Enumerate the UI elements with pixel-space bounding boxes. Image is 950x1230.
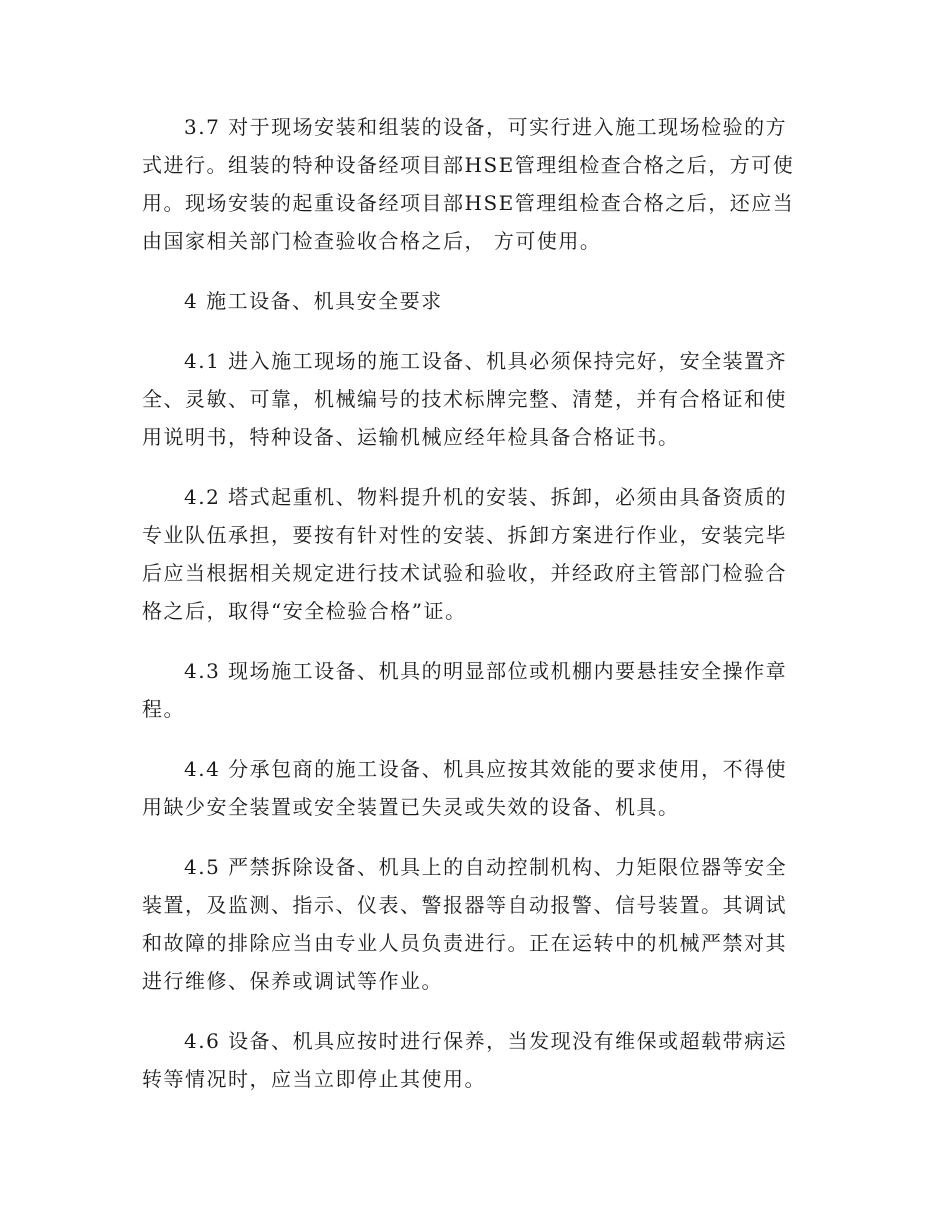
paragraph-line: 进行维修、保养或调试等作业。: [142, 969, 443, 993]
paragraph-line: 用。现场安装的起重设备经项目部HSE管理组检查合格之后，还应当: [142, 191, 795, 215]
paragraph-4-2: [142, 478, 802, 630]
paragraph-line: 程。: [142, 697, 185, 721]
paragraph-line: 4.2 塔式起重机、物料提升机的安装、拆卸，必须由具备资质的: [184, 485, 788, 509]
paragraph-line: 4.1 进入施工现场的施工设备、机具必须保持完好，安全装置齐: [184, 349, 788, 373]
paragraph-4-1: [142, 342, 802, 456]
paragraph-line: 用说明书，特种设备、运输机械应经年检具备合格证书。: [142, 425, 680, 449]
paragraph-line: 4.3 现场施工设备、机具的明显部位或机棚内要悬挂安全操作章: [184, 659, 788, 683]
paragraph-4-4: [142, 750, 802, 826]
paragraph-line: 4.4 分承包商的施工设备、机具应按其效能的要求使用，不得使: [184, 757, 788, 781]
section-heading-4: [142, 282, 802, 320]
paragraph-line: 专业队伍承担，要按有针对性的安装、拆卸方案进行作业，安装完毕: [142, 523, 787, 547]
paragraph-line: 全、灵敏、可靠，机械编号的技术标牌完整、清楚，并有合格证和使: [142, 387, 787, 411]
paragraph-line: 格之后，取得“安全检验合格”证。: [142, 599, 467, 623]
paragraph-line: 3.7 对于现场安装和组装的设备，可实行进入施工现场检验的方: [184, 115, 788, 139]
paragraph-line: 式进行。组装的特种设备经项目部HSE管理组检查合格之后，方可使: [142, 153, 795, 177]
document-body: [142, 108, 802, 1120]
paragraph-4-3: [142, 652, 802, 728]
paragraph-3-7: [142, 108, 802, 260]
paragraph-line: 由国家相关部门检查验收合格之后， 方可使用。: [142, 229, 602, 253]
paragraph-4-5: [142, 848, 802, 1000]
paragraph-line: 用缺少安全装置或安全装置已失灵或失效的设备、机具。: [142, 795, 680, 819]
paragraph-line: 和故障的排除应当由专业人员负责进行。正在运转中的机械严禁对其: [142, 931, 787, 955]
paragraph-line: 4.6 设备、机具应按时进行保养，当发现没有维保或超载带病运: [184, 1029, 788, 1053]
paragraph-line: 4.5 严禁拆除设备、机具上的自动控制机构、力矩限位器等安全: [184, 855, 788, 879]
paragraph-4-6: [142, 1022, 802, 1098]
paragraph-line: 后应当根据相关规定进行技术试验和验收，并经政府主管部门检验合: [142, 561, 787, 585]
paragraph-line: 转等情况时，应当立即停止其使用。: [142, 1067, 486, 1091]
section-heading-text: 4 施工设备、机具安全要求: [184, 289, 443, 313]
paragraph-line: 装置，及监测、指示、仪表、警报器等自动报警、信号装置。其调试: [142, 893, 787, 917]
